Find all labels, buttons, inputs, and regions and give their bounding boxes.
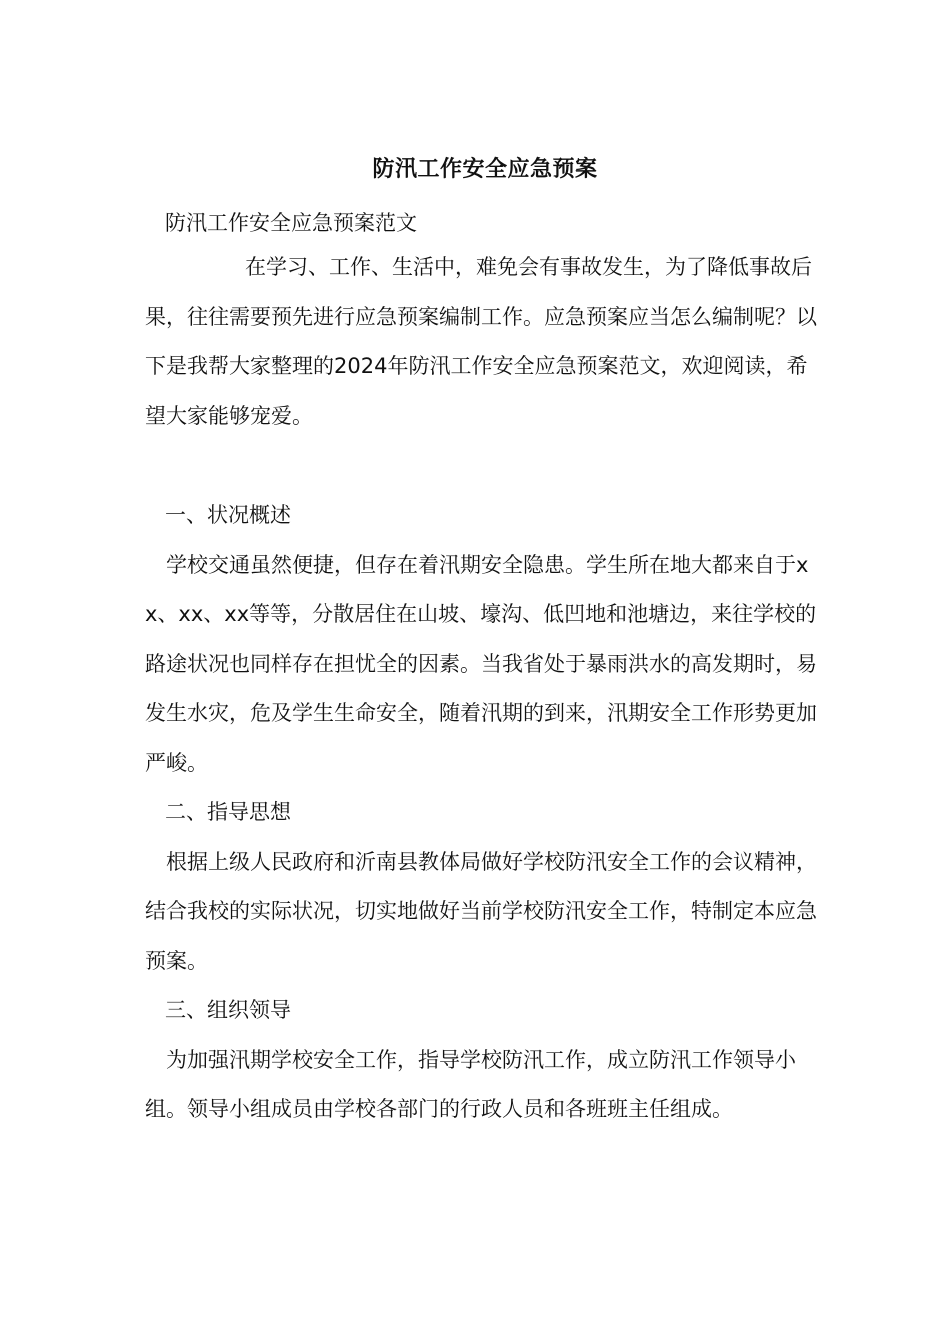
- section-heading-guiding-ideology: 二、指导思想: [165, 800, 291, 824]
- intro-paragraph: 在学习、工作、生活中，难免会有事故发生，为了降低事故后果，往往需要预先进行应急预案编制工作。应急预案应当怎么编制呢？以下是我帮大家整理的2024年防汛工作安全应急预案范文，欢迎阅读，希望大家能够宠爱。: [145, 255, 817, 428]
- section-body-overview: 学校交通虽然便捷，但存在着汛期安全隐患。学生所在地大都来自于xx、xx、xx等等，分散居住在山坡、壕沟、低凹地和池塘边，来往学校的路途状况也同样存在担忧全的因素。当我省处于暴雨洪水的高发期时，易发生水灾，危及学生生命安全，随着汛期的到来，汛期安全工作形势更加严峻。: [145, 552, 817, 775]
- document-body: [145, 150, 825, 1135]
- paragraph-gap: [145, 441, 825, 491]
- section-heading-organization: 三、组织领导: [165, 998, 291, 1022]
- document-subtitle: 防汛工作安全应急预案范文: [165, 211, 417, 235]
- section-body-organization: 为加强汛期学校安全工作，指导学校防汛工作，成立防汛工作领导小组。领导小组成员由学校各部门的行政人员和各班班主任组成。: [145, 1047, 796, 1121]
- section-body-guiding-ideology: 根据上级人民政府和沂南县教体局做好学校防汛安全工作的会议精神，结合我校的实际状况，切实地做好当前学校防汛安全工作，特制定本应急预案。: [145, 849, 817, 973]
- section-heading-overview: 一、状况概述: [165, 503, 291, 527]
- document-title: 防汛工作安全应急预案: [372, 157, 598, 182]
